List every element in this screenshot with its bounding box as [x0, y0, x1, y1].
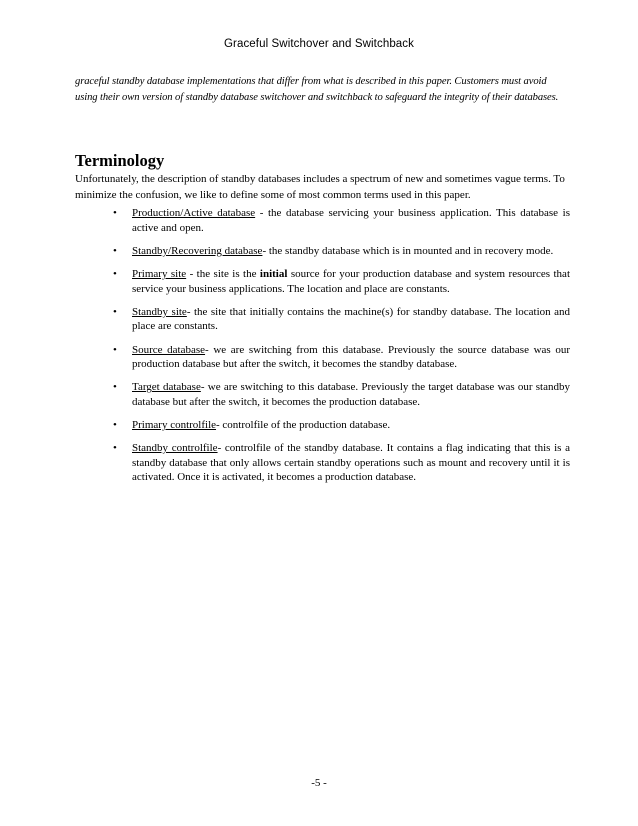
- bullet-icon: •: [113, 244, 117, 257]
- term-name: Standby site: [132, 305, 187, 318]
- intro-paragraph: graceful standby database implementations that differ from what is described in this paper. Customers must avoid using their own version of standby database switchover and switchback to safeguard the integrity of their databases.: [75, 76, 559, 103]
- bullet-icon: •: [113, 207, 117, 219]
- bullet-icon: •: [113, 381, 117, 394]
- term-definition-rest: - the database servicing your business application. This database is active and open.: [132, 207, 570, 234]
- section-paragraph: Unfortunately, the description of standby databases includes a spectrum of new and sometimes vague terms. To minimize the confusion, we like to define some of most common terms used in this paper.: [75, 173, 565, 201]
- bullet-icon: •: [113, 305, 117, 318]
- term-item-standby-controlfile: [75, 441, 570, 485]
- term-name: Standby/Recovering database: [132, 244, 263, 257]
- page-header: Graceful Switchover and Switchback: [223, 38, 415, 50]
- term-name: Standby controlfile: [132, 442, 218, 455]
- term-item-standby-database: [75, 244, 570, 259]
- bullet-icon: •: [113, 267, 117, 280]
- term-definition-rest: source for your production database and system resources that service your business applications. The location and place are constants.: [132, 267, 570, 295]
- term-definition: - the site that initially contains the machine(s) for standby database. The location and place are constants.: [132, 305, 570, 333]
- term-item-primary-controlfile: [75, 418, 570, 433]
- term-definition: - controlfile of the standby database. It contains a flag indicating that this is a standby database that only allows certain standby operations such as mount and recovery until it is activated. Once it is activated, it becomes a production database.: [132, 442, 571, 484]
- term-item-production-database: [75, 206, 570, 235]
- term-name: Primary controlfile: [132, 419, 217, 432]
- section-heading: Terminology: [75, 151, 165, 170]
- page-number: -5 -: [311, 777, 327, 789]
- bullet-icon: •: [113, 442, 117, 455]
- bullet-icon: •: [113, 419, 117, 432]
- term-item-target-database: [75, 380, 570, 409]
- term-name: Production/Active database: [132, 207, 256, 219]
- term-definition: - we are switching from this database. Previously the source database was our production database but after the switch, it becomes the standby database.: [132, 343, 570, 371]
- term-item-standby-site: [75, 305, 570, 334]
- term-definition: - controlfile of the production database.: [216, 419, 391, 432]
- term-name: Source database: [132, 343, 206, 356]
- term-definition: - the site is the: [186, 267, 260, 280]
- term-name: Primary site: [132, 267, 187, 280]
- term-definition: - the standby database which is in mounted and in recovery mode.: [262, 244, 554, 257]
- bullet-icon: •: [113, 343, 117, 356]
- terms-list: [75, 206, 570, 494]
- term-item-primary-site: [75, 267, 570, 296]
- term-name: Target database: [132, 381, 201, 394]
- term-item-source-database: [75, 343, 570, 372]
- term-emphasis: initial: [259, 267, 288, 280]
- term-definition: - we are switching to this database. Previously the target database was our standby database but after the switch, it becomes the production database.: [132, 381, 571, 408]
